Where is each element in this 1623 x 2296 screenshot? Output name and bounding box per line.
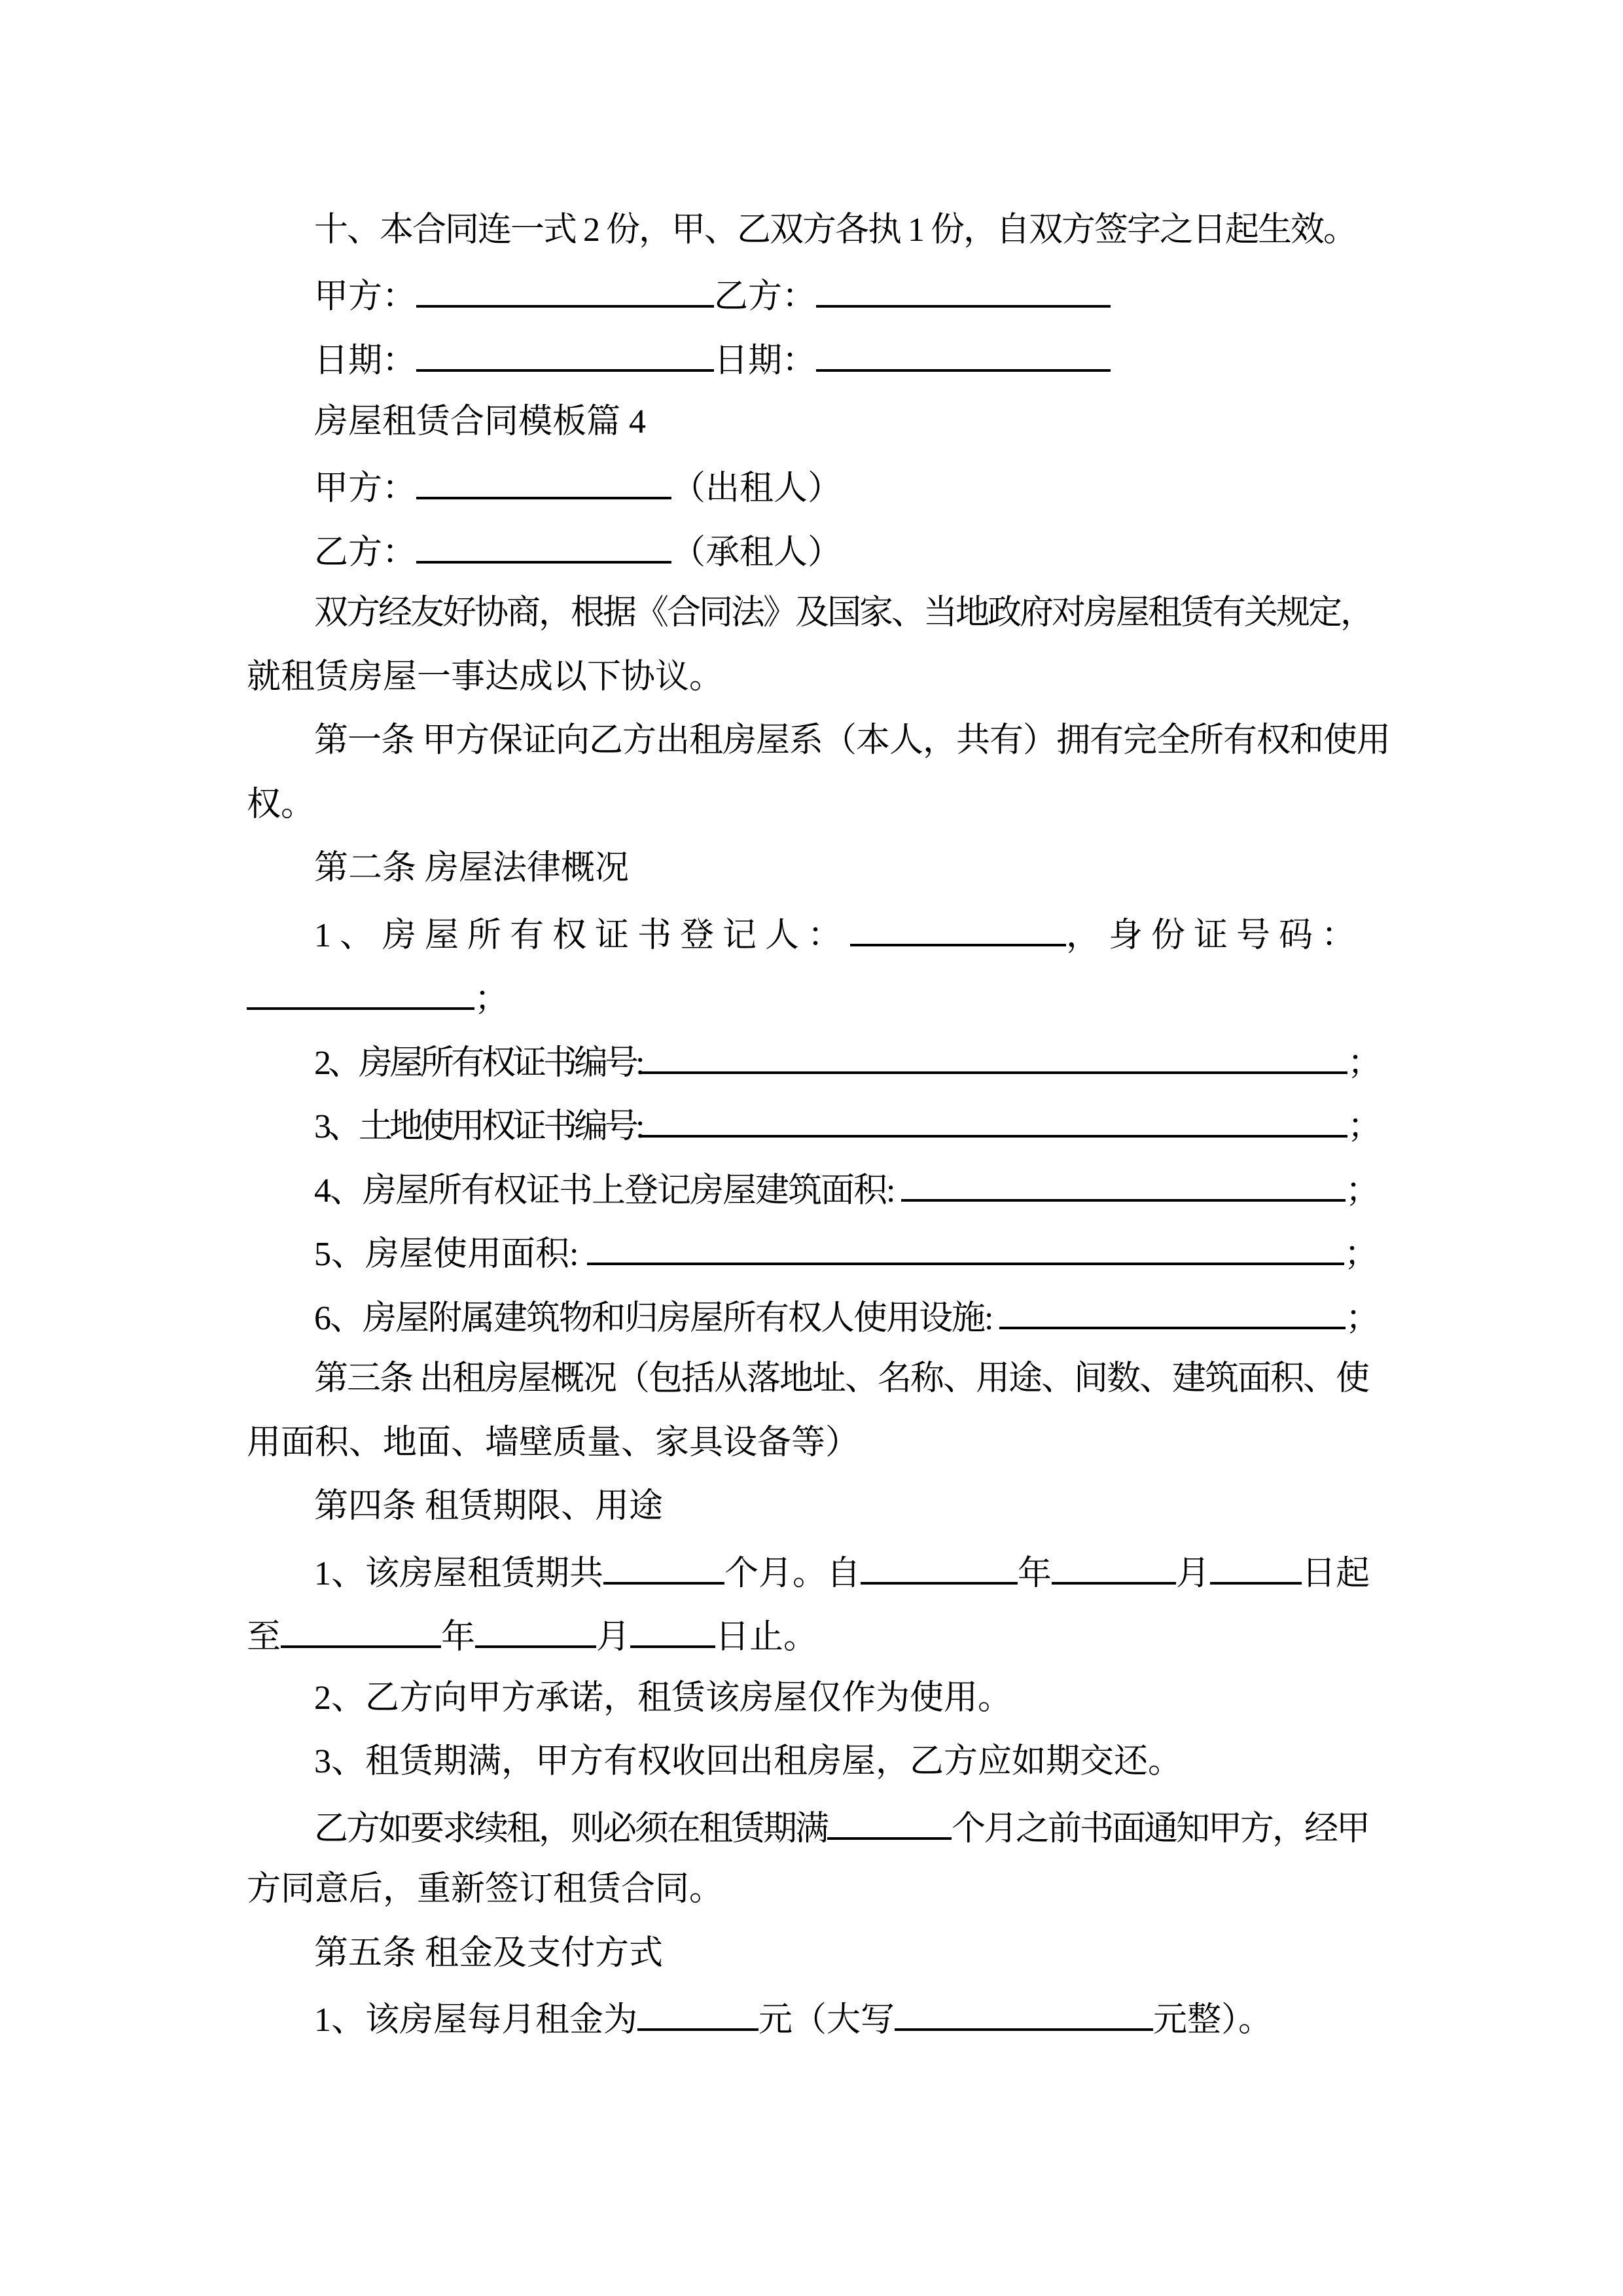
- text-line: [247, 1611, 817, 1657]
- line-text: 年: [441, 1619, 476, 1656]
- line-text: 乙方：: [314, 534, 417, 571]
- line-text: ；: [1345, 1172, 1378, 1210]
- line-text: 甲方：: [314, 470, 417, 507]
- text-line: [314, 1101, 1378, 1147]
- fill-in-blank-underline[interactable]: [475, 1611, 596, 1648]
- line-text: 日期：: [314, 342, 417, 380]
- line-text: ，身份证号码：: [1066, 917, 1364, 954]
- line-text: ；: [474, 980, 509, 1018]
- text-line: [314, 527, 842, 573]
- line-text: 就租赁房屋一事达成以下协议。: [247, 658, 724, 696]
- text-line: [314, 207, 1356, 253]
- text-line: [314, 1165, 1378, 1211]
- fill-in-blank-underline[interactable]: [416, 271, 714, 308]
- fill-in-blank-underline[interactable]: [416, 463, 671, 499]
- fill-in-blank-underline[interactable]: [827, 1803, 952, 1840]
- text-line: [314, 1803, 1368, 1849]
- line-text: 日期：: [714, 342, 817, 380]
- fill-in-blank-underline[interactable]: [999, 1293, 1346, 1329]
- line-text: 元整）。: [1153, 2001, 1273, 2039]
- fill-in-blank-underline[interactable]: [587, 1229, 1344, 1265]
- fill-in-blank-underline[interactable]: [641, 1037, 1347, 1074]
- fill-in-blank-underline[interactable]: [416, 527, 671, 564]
- fill-in-blank-underline[interactable]: [1210, 1548, 1302, 1585]
- fill-in-blank-underline[interactable]: [861, 1548, 1018, 1585]
- line-text: 用面积、地面、墙壁质量、家具设备等）: [247, 1424, 860, 1462]
- text-line: [314, 1293, 1378, 1338]
- line-text: ；: [1345, 1300, 1378, 1337]
- fill-in-blank-underline[interactable]: [895, 1994, 1153, 2031]
- line-text: ；: [1344, 1236, 1378, 1273]
- text-line: [314, 1994, 1272, 2040]
- line-text: 1、房屋所有权证书登记人：: [314, 917, 851, 954]
- fill-in-blank-underline[interactable]: [816, 271, 1111, 308]
- text-line: [314, 590, 1372, 636]
- text-line: [314, 399, 646, 445]
- text-line: [314, 271, 1111, 317]
- line-text: ；: [1347, 1045, 1378, 1082]
- line-text: 2、房屋所有权证书编号:: [314, 1045, 642, 1082]
- text-line: [314, 1037, 1378, 1083]
- fill-in-blank-underline[interactable]: [1052, 1548, 1176, 1585]
- fill-in-blank-underline[interactable]: [416, 335, 714, 372]
- line-text: （承租人）: [671, 534, 842, 571]
- line-text: 第二条 房屋法律概况: [314, 850, 630, 887]
- fill-in-blank-underline[interactable]: [630, 1611, 715, 1648]
- line-text: 2、乙方向甲方承诺，租赁该房屋仅作为使用。: [314, 1679, 1012, 1717]
- line-text: 第一条 甲方保证向乙方出租房屋系（本人，共有）拥有完全所有权和使用: [314, 722, 1391, 759]
- text-line: [314, 1548, 1370, 1594]
- line-text: 3、租赁期满，甲方有权收回出租房屋，乙方应如期交还。: [314, 1743, 1183, 1780]
- line-text: 个月。自: [724, 1555, 861, 1592]
- line-text: 权。: [247, 786, 315, 823]
- text-line: [247, 1420, 859, 1466]
- text-line: [314, 910, 1364, 956]
- line-text: 甲方：: [314, 278, 417, 315]
- line-text: 十、本合同连一式 2 份，甲、乙双方各执 1 份，自双方签字之日起生效。: [314, 211, 1357, 249]
- line-text: 日起: [1302, 1555, 1370, 1592]
- line-text: 第四条 租赁期限、用途: [314, 1488, 664, 1525]
- text-line: [314, 1484, 663, 1530]
- line-text: ；: [1347, 1108, 1378, 1145]
- fill-in-blank-underline[interactable]: [850, 910, 1066, 946]
- fill-in-blank-underline[interactable]: [603, 1548, 724, 1585]
- line-text: 1、该房屋每月租金为: [314, 2001, 638, 2039]
- text-line: [247, 973, 508, 1019]
- fill-in-blank-underline[interactable]: [641, 1101, 1347, 1138]
- line-text: 5、房屋使用面积:: [314, 1236, 588, 1273]
- line-text: 3、土地使用权证书编号:: [314, 1108, 642, 1145]
- line-text: 元（大写: [758, 2001, 895, 2039]
- line-text: 月: [596, 1619, 631, 1656]
- line-text: 年: [1018, 1555, 1052, 1592]
- line-text: 第五条 租金及支付方式: [314, 1935, 664, 1972]
- text-line: [314, 335, 1111, 381]
- text-line: [314, 1356, 1368, 1402]
- line-text: 房屋租赁合同模板篇 4: [314, 403, 647, 440]
- text-line: [314, 1676, 1012, 1721]
- text-line: [314, 463, 842, 509]
- line-text: 乙方：: [714, 278, 817, 315]
- line-text: 双方经友好协商，根据《合同法》及国家、当地政府对房屋租赁有关规定，: [314, 594, 1373, 632]
- fill-in-blank-underline[interactable]: [901, 1165, 1346, 1202]
- line-text: 至: [247, 1619, 281, 1656]
- text-line: [247, 782, 315, 828]
- text-line: [314, 1739, 1182, 1785]
- line-text: 6、房屋附属建筑物和归房屋所有权人使用设施:: [314, 1300, 1000, 1337]
- text-line: [314, 1931, 663, 1977]
- text-line: [314, 1229, 1378, 1274]
- line-text: 第三条 出租房屋概况（包括从落地址、名称、用途、间数、建筑面积、使: [314, 1360, 1369, 1397]
- text-line: [247, 655, 723, 700]
- line-text: 月: [1176, 1555, 1211, 1592]
- text-line: [247, 1867, 723, 1912]
- line-text: 日止。: [715, 1619, 818, 1656]
- fill-in-blank-underline[interactable]: [281, 1611, 441, 1648]
- line-text: 4、房屋所有权证书上登记房屋建筑面积:: [314, 1172, 902, 1210]
- line-text: （出租人）: [671, 470, 842, 507]
- fill-in-blank-underline[interactable]: [816, 335, 1111, 372]
- fill-in-blank-underline[interactable]: [247, 973, 474, 1010]
- line-text: 1、该房屋租赁期共: [314, 1555, 604, 1592]
- line-text: 乙方如要求续租，则必须在租赁期满: [314, 1810, 828, 1848]
- line-text: 个月之前书面通知甲方，经甲: [952, 1810, 1369, 1848]
- text-line: [314, 846, 629, 891]
- text-line: [314, 718, 1390, 764]
- fill-in-blank-underline[interactable]: [637, 1994, 758, 2031]
- line-text: 方同意后，重新签订租赁合同。: [247, 1871, 724, 1908]
